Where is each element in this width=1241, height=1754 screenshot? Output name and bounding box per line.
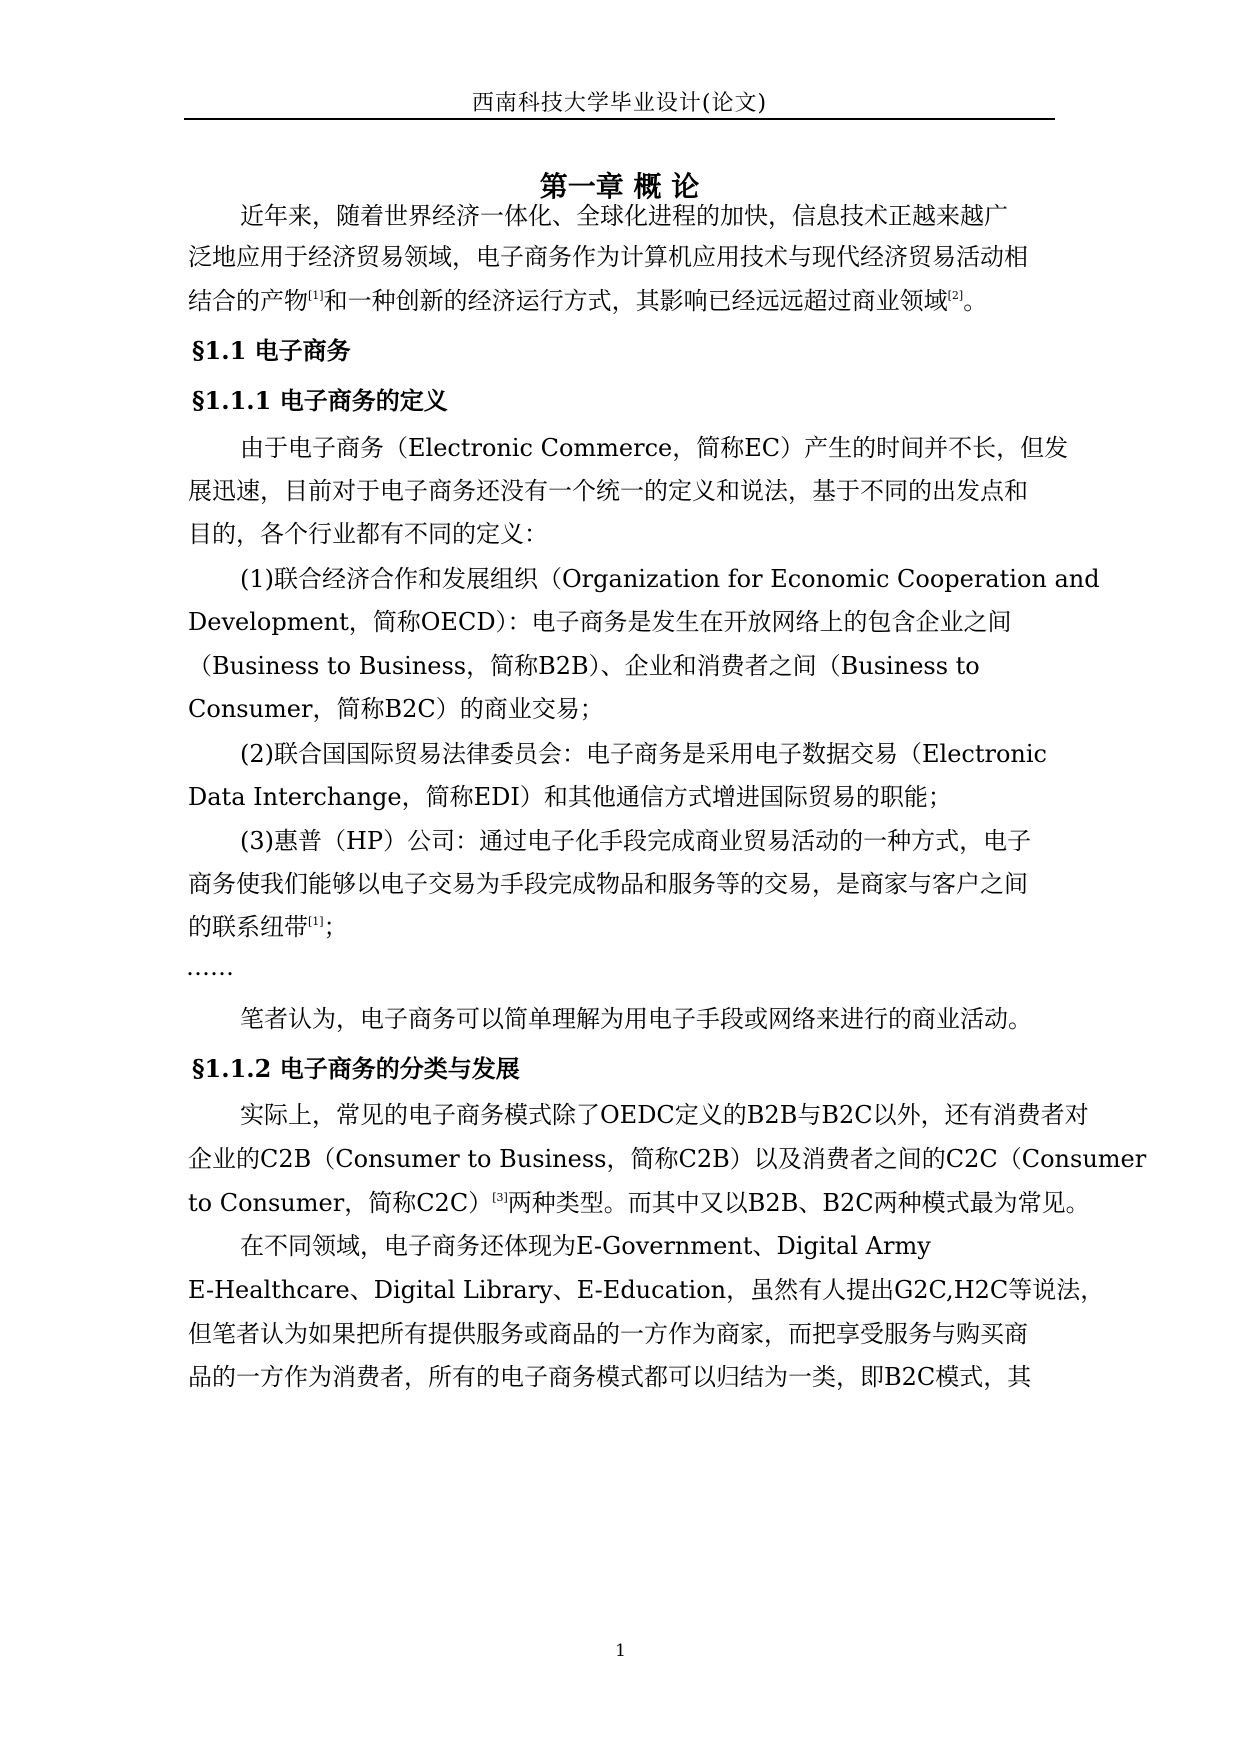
paragraph-line: 实际上，常见的电子商务模式除了OEDC定义的B2B与B2C以外，还有消费者对 xyxy=(240,1101,1089,1129)
paragraph-line: (2)联合国国际贸易法律委员会：电子商务是采用电子数据交易（Electronic xyxy=(240,740,1047,768)
chapter-title: 第一章 概 论 xyxy=(539,170,700,203)
text-run: to Consumer，简称C2C） xyxy=(188,1189,493,1217)
page-number: 1 xyxy=(615,1641,626,1661)
text-run: 和一种创新的经济运行方式，其影响已经远远超过商业领域 xyxy=(323,287,948,315)
paragraph-line: (1)联合经济合作和发展组织（Organization for Economic Cooperation and xyxy=(240,565,1100,593)
paragraph-line: E-Healthcare、Digital Library、E-Education，虽然有人提出G2C,H2C等说法， xyxy=(188,1276,1105,1304)
paragraph-line: 目的，各个行业都有不同的定义： xyxy=(188,520,548,548)
text-run: 的联系纽带 xyxy=(188,913,308,941)
paragraph-line: Data Interchange，简称EDI）和其他通信方式增进国际贸易的职能； xyxy=(188,783,952,811)
section-heading-1-1: §1.1 电子商务 xyxy=(192,336,351,365)
page-header-title: 西南科技大学毕业设计(论文) xyxy=(471,91,768,116)
paragraph-line: 品的一方作为消费者，所有的电子商务模式都可以归结为一类，即B2C模式，其 xyxy=(188,1363,1032,1391)
paragraph-line xyxy=(188,286,987,316)
paragraph-line: 泛地应用于经济贸易领域，电子商务作为计算机应用技术与现代经济贸易活动相 xyxy=(188,243,1028,271)
page-header-rule xyxy=(184,118,1055,120)
paragraph-line xyxy=(188,1188,1090,1218)
citation-ref: [3] xyxy=(492,1191,508,1204)
citation-ref: [1] xyxy=(308,289,324,302)
paragraph-line: Consumer，简称B2C）的商业交易； xyxy=(188,695,604,723)
paragraph-line: 由于电子商务（Electronic Commerce，简称EC）产生的时间并不长，但发 xyxy=(240,434,1069,462)
paragraph-line: 商务使我们能够以电子交易为手段完成物品和服务等的交易，是商家与客户之间 xyxy=(188,870,1028,898)
text-run: 。 xyxy=(963,287,988,315)
text-run: 两种类型。而其中又以B2B、B2C两种模式最为常见。 xyxy=(507,1189,1090,1217)
paragraph-line: 在不同领域，电子商务还体现为E-Government、Digital Army xyxy=(240,1232,931,1260)
paragraph-line: 近年来，随着世界经济一体化、全球化进程的加快，信息技术正越来越广 xyxy=(240,202,1008,230)
paragraph-line: (3)惠普（HP）公司：通过电子化手段完成商业贸易活动的一种方式，电子 xyxy=(240,827,1032,855)
paragraph-line: 笔者认为，电子商务可以简单理解为用电子手段或网络来进行的商业活动。 xyxy=(240,1005,1032,1033)
paragraph-line: 企业的C2B（Consumer to Business，简称C2B）以及消费者之间的C2C（Consumer xyxy=(188,1145,1147,1173)
text-run: ； xyxy=(323,913,348,941)
paragraph-line: Development，简称OECD）：电子商务是发生在开放网络上的包含企业之间 xyxy=(188,608,1012,636)
section-heading-1-1-2: §1.1.2 电子商务的分类与发展 xyxy=(192,1054,520,1083)
paragraph-line xyxy=(188,912,348,942)
ellipsis: …… xyxy=(186,953,234,981)
text-run: 结合的产物 xyxy=(188,287,308,315)
paragraph-line: 但笔者认为如果把所有提供服务或商品的一方作为商家，而把享受服务与购买商 xyxy=(188,1320,1028,1348)
paragraph-line: （Business to Business，简称B2B）、企业和消费者之间（Business to xyxy=(188,652,980,680)
citation-ref: [1] xyxy=(308,915,324,928)
section-heading-1-1-1: §1.1.1 电子商务的定义 xyxy=(192,386,448,415)
citation-ref: [2] xyxy=(947,289,964,302)
paragraph-line: 展迅速，目前对于电子商务还没有一个统一的定义和说法，基于不同的出发点和 xyxy=(188,477,1028,505)
